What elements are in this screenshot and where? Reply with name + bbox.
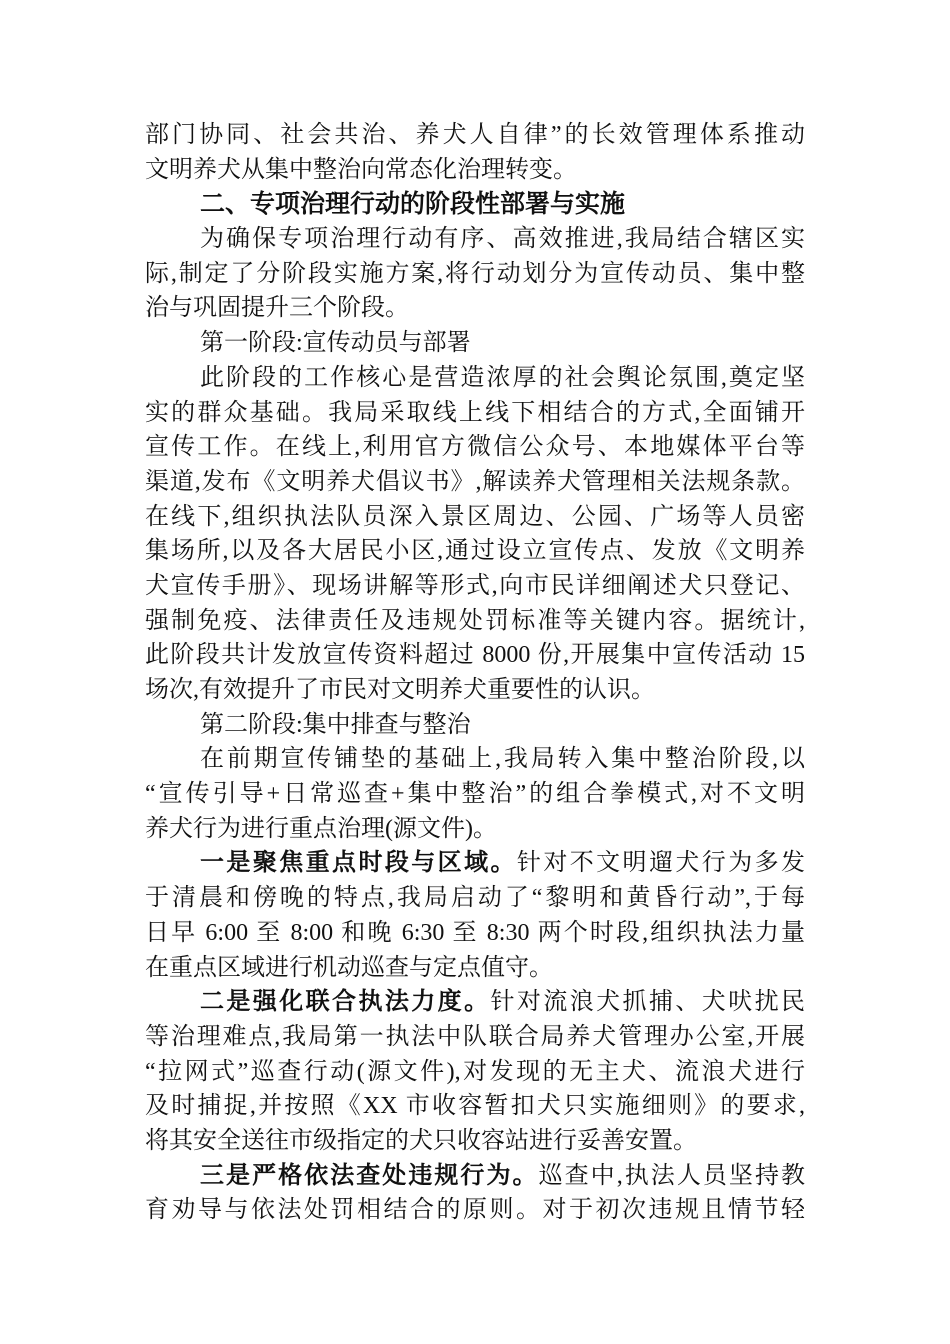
text-line: 强制免疫、法律责任及违规处罚标准等关键内容。据统计, [145, 607, 805, 634]
text-line: 此阶段的工作核心是营造浓厚的社会舆论氛围,奠定坚 [200, 364, 805, 391]
subheading-stage-1: 第一阶段:宣传动员与部署 [200, 330, 471, 357]
text-line [145, 1159, 805, 1194]
paragraph [145, 985, 805, 1158]
text-line: 于清晨和傍晚的特点,我局启动了“黎明和黄昏行动”,于每 [145, 885, 805, 912]
text-line: “宣传引导+日常巡查+集中整治”的组合拳模式,对不文明 [145, 781, 805, 808]
text-line: 实的群众基础。我局采取线上线下相结合的方式,全面铺开 [145, 399, 805, 426]
paragraph [145, 118, 805, 187]
text-line: 育劝导与依法处罚相结合的原则。对于初次违规且情节轻 [145, 1197, 805, 1224]
paragraph [145, 742, 805, 846]
text-line: 日早 6:00 至 8:00 和晚 6:30 至 8:30 两个时段,组织执法力量 [145, 919, 805, 946]
text-line [145, 985, 805, 1020]
text-line: 部门协同、社会共治、养犬人自律”的长效管理体系推动 [145, 122, 805, 148]
text-line: 为确保专项治理行动有序、高效推进,我局结合辖区实 [200, 226, 805, 253]
text-line: 养犬行为进行重点治理(源文件)。 [145, 815, 497, 842]
text-line: 在前期宣传铺垫的基础上,我局转入集中整治阶段,以 [200, 746, 805, 773]
text-line [145, 846, 805, 881]
text-line: 治与巩固提升三个阶段。 [145, 295, 409, 322]
paragraph [145, 1159, 805, 1228]
text-line: 及时捕捉,并按照《XX 市收容暂扣犬只实施细则》的要求, [145, 1093, 805, 1120]
text-line: 宣传工作。在线上,利用官方微信公众号、本地媒体平台等 [145, 434, 805, 461]
text-line: 渠道,发布《文明养犬倡议书》,解读养犬管理相关法规条款。 [145, 468, 805, 495]
text-line: “拉网式”巡查行动(源文件),对发现的无主犬、流浪犬进行 [145, 1058, 805, 1085]
paragraph [145, 846, 805, 985]
text-run: 针对流浪犬抓捕、犬吠扰民 [490, 989, 805, 1016]
text-line: 将其安全送往市级指定的犬只收容站进行妥善安置。 [145, 1127, 697, 1154]
text-line: 际,制定了分阶段实施方案,将行动划分为宣传动员、集中整 [145, 260, 805, 287]
subheading-stage-2: 第二阶段:集中排查与整治 [200, 711, 471, 738]
section-heading: 二、专项治理行动的阶段性部署与实施 [200, 190, 626, 219]
bold-lead: 三是严格依法查处违规行为。 [200, 1162, 539, 1189]
bold-lead: 一是聚焦重点时段与区域。 [200, 850, 517, 877]
text-line: 在线下,组织执法队员深入景区周边、公园、广场等人员密 [145, 503, 805, 530]
text-run: 针对不文明遛犬行为多发 [516, 850, 806, 877]
bold-lead: 二是强化联合执法力度。 [200, 989, 491, 1016]
text-line: 在重点区域进行机动巡查与定点值守。 [145, 954, 553, 981]
text-line: 等治理难点,我局第一执法中队联合局养犬管理办公室,开展 [145, 1023, 805, 1050]
text-line: 文明养犬从集中整治向常态化治理转变。 [145, 156, 577, 183]
text-line: 集场所,以及各大居民小区,通过设立宣传点、发放《文明养 [145, 538, 805, 565]
text-line: 场次,有效提升了市民对文明养犬重要性的认识。 [145, 677, 655, 703]
paragraph [145, 361, 805, 708]
document-page [145, 118, 805, 1228]
text-line: 犬宣传手册》、现场讲解等形式,向市民详细阐述犬只登记、 [145, 572, 805, 599]
text-line: 此阶段共计发放宣传资料超过 8000 份,开展集中宣传活动 15 [145, 642, 805, 669]
text-run: 巡查中,执法人员坚持教 [538, 1162, 806, 1189]
paragraph [145, 222, 805, 326]
